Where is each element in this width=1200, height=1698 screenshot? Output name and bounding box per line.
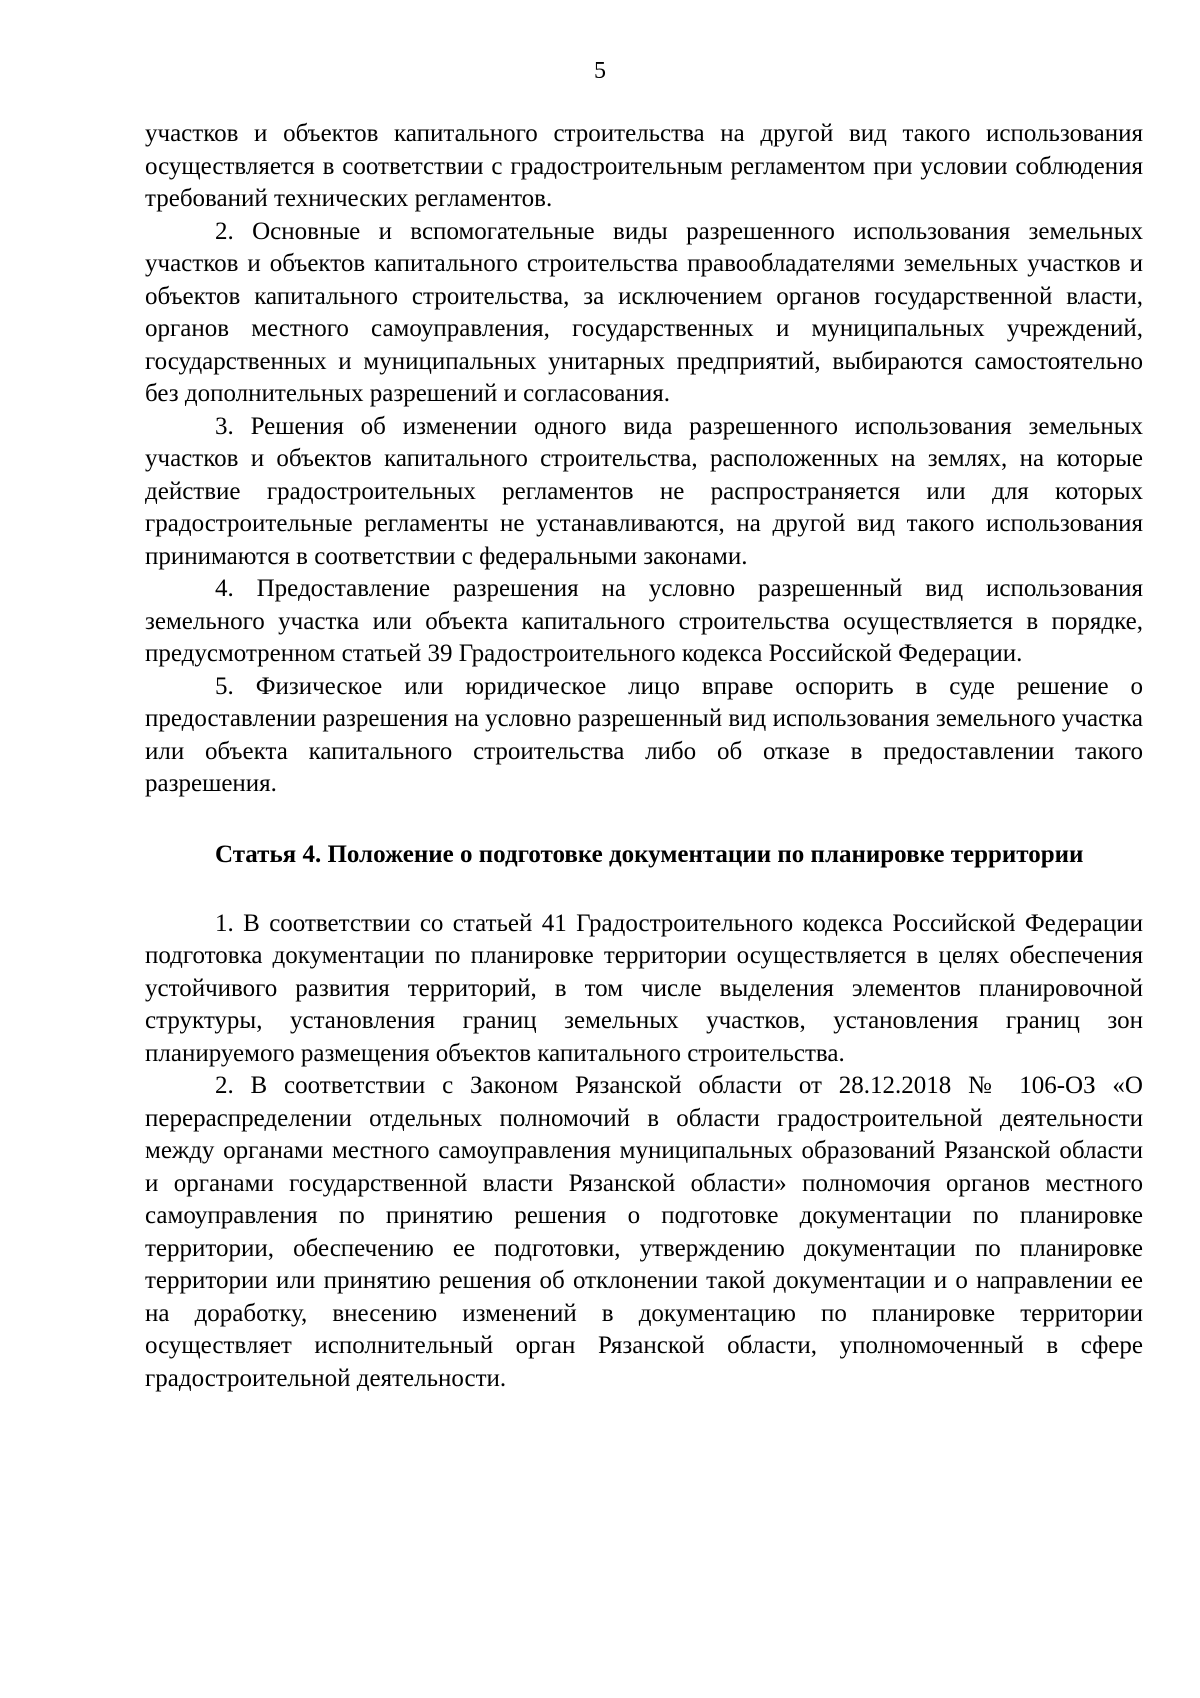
article4-paragraph-2: 2. В соответствии с Законом Рязанской области от 28.12.2018 № 106-ОЗ «О перераспределении отдельных полномочий в области градостроительной деятельности между органами местного самоуправления муниципальных образований Рязанской области и органами государственной власти Рязанской области» полномочия органов местного самоуправления по принятию решения о подготовке документации по планировке территории, обеспечению ее подготовки, утверждению документации по планировке территории или принятию решения об отклонении такой документации и о направлении ее на доработку, внесению изменений в документацию по планировке территории осуществляет исполнительный орган Рязанской области, уполномоченный в сфере градостроительной деятельности. [145,1072,1143,1392]
document-body [145,118,1143,1395]
page-number: 5 [594,58,606,84]
article4-paragraph-1: 1. В соответствии со статьей 41 Градостроительного кодекса Российской Федерации подготовка документации по планировке территории осуществляется в целях обеспечения устойчивого развития территорий, в том числе выделения элементов планировочной структуры, установления границ земельных участков, установления границ зон планируемого размещения объектов капитального строительства. [145,909,1143,1067]
paragraph-item-3: 3. Решения об изменении одного вида разрешенного использования земельных участков и объектов капитального строительства, расположенных на землях, на которые действие градостроительных регламентов не распространяется или для которых градостроительные регламенты не устанавливаются, на другой вид такого использования принимаются в соответствии с федеральными законами. [145,412,1143,570]
paragraph-continuation: участков и объектов капитального строительства на другой вид такого использования осуществляется в соответствии с градостроительным регламентом при условии соблюдения требований технических регламентов. [145,120,1143,212]
paragraph-item-4: 4. Предоставление разрешения на условно разрешенный вид использования земельного участка или объекта капитального строительства осуществляется в порядке, предусмотренном статьей 39 Градостроительного кодекса Российской Федерации. [145,575,1143,667]
paragraph-item-2: 2. Основные и вспомогательные виды разрешенного использования земельных участков и объектов капитального строительства правообладателями земельных участков и объектов капитального строительства, за исключением органов государственной власти, органов местного самоуправления, государственных и муниципальных учреждений, государственных и муниципальных унитарных предприятий, выбираются самостоятельно без дополнительных разрешений и согласования. [145,217,1143,407]
paragraph-item-5: 5. Физическое или юридическое лицо вправе оспорить в суде решение о предоставлении разрешения на условно разрешенный вид использования земельного участка или объекта капитального строительства либо об отказе в предоставлении такого разрешения. [145,672,1143,797]
article-heading: Статья 4. Положение о подготовке документации по планировке территории [215,840,1084,868]
heading-spacer [145,870,1143,908]
